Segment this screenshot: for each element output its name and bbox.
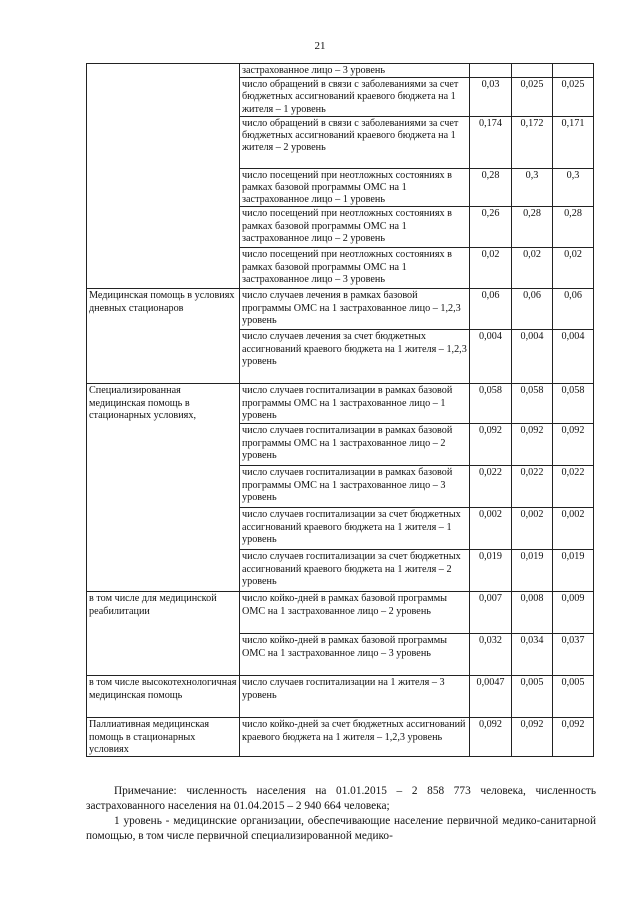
indicator-cell: число случаев госпитализации за счет бюджетных ассигнований краевого бюджета на 1 жителя – 2 уровень — [240, 550, 470, 592]
value-cell-3: 0,009 — [553, 592, 594, 634]
value-cell-3: 0,025 — [553, 78, 594, 117]
value-cell-2: 0,004 — [512, 330, 553, 384]
indicator-cell: число посещений при неотложных состояниях в рамках базовой программы ОМС на 1 застрахованное лицо – 3 уровень — [240, 248, 470, 289]
indicator-cell: число посещений при неотложных состояниях в рамках базовой программы ОМС на 1 застрахованное лицо – 2 уровень — [240, 207, 470, 248]
value-cell-3: 0,004 — [553, 330, 594, 384]
indicator-cell: число случаев лечения за счет бюджетных ассигнований краевого бюджета на 1 жителя – 1,2,3 уровень — [240, 330, 470, 384]
value-cell-2: 0,28 — [512, 207, 553, 248]
value-cell-1: 0,002 — [470, 508, 512, 550]
category-cell — [87, 64, 240, 289]
value-cell-2: 0,3 — [512, 168, 553, 207]
value-cell-2: 0,005 — [512, 676, 553, 718]
indicator-cell: число посещений при неотложных состояниях в рамках базовой программы ОМС на 1 застрахованное лицо – 1 уровень — [240, 168, 470, 207]
value-cell-1: 0,019 — [470, 550, 512, 592]
value-cell-3: 0,005 — [553, 676, 594, 718]
table-row — [87, 718, 594, 757]
value-cell-2: 0,092 — [512, 424, 553, 466]
table-row — [87, 384, 594, 424]
value-cell-1: 0,03 — [470, 78, 512, 117]
indicator-cell: число койко-дней в рамках базовой программы ОМС на 1 застрахованное лицо – 2 уровень — [240, 592, 470, 634]
value-cell-1: 0,0047 — [470, 676, 512, 718]
indicator-cell: число случаев госпитализации в рамках базовой программы ОМС на 1 застрахованное лицо – 2 уровень — [240, 424, 470, 466]
table-row — [87, 64, 594, 78]
indicator-cell: число случаев госпитализации в рамках базовой программы ОМС на 1 застрахованное лицо – 1 уровень — [240, 384, 470, 424]
value-cell-2: 0,022 — [512, 466, 553, 508]
value-cell-2: 0,019 — [512, 550, 553, 592]
footnote — [86, 784, 596, 844]
category-cell: Специализированная медицинская помощь в стационарных условиях, — [87, 384, 240, 592]
value-cell-3: 0,28 — [553, 207, 594, 248]
value-cell-2: 0,002 — [512, 508, 553, 550]
indicator-cell: число случаев госпитализации на 1 жителя – 3 уровень — [240, 676, 470, 718]
value-cell-3: 0,092 — [553, 424, 594, 466]
value-cell-3 — [553, 64, 594, 78]
category-cell: в том числе для медицинской реабилитации — [87, 592, 240, 676]
value-cell-1: 0,26 — [470, 207, 512, 248]
value-cell-1: 0,02 — [470, 248, 512, 289]
value-cell-3: 0,3 — [553, 168, 594, 207]
value-cell-1: 0,058 — [470, 384, 512, 424]
indicator-cell: число случаев лечения в рамках базовой программы ОМС на 1 застрахованное лицо – 1,2,3 уровень — [240, 289, 470, 330]
value-cell-1 — [470, 64, 512, 78]
value-cell-1: 0,004 — [470, 330, 512, 384]
value-cell-3: 0,058 — [553, 384, 594, 424]
value-cell-2: 0,02 — [512, 248, 553, 289]
value-cell-1: 0,28 — [470, 168, 512, 207]
table-row — [87, 592, 594, 634]
value-cell-1: 0,174 — [470, 116, 512, 168]
indicators-table — [86, 63, 594, 757]
category-cell: Паллиативная медицинская помощь в стационарных условиях — [87, 718, 240, 757]
footnote-level-1: 1 уровень - медицинские организации, обеспечивающие население первичной медико-санитарной помощью, в том числе первичной специализированной медико- — [86, 815, 596, 842]
page-number: 21 — [314, 40, 326, 52]
indicator-cell: число койко-дней за счет бюджетных ассигнований краевого бюджета на 1 жителя – 1,2,3 уровень — [240, 718, 470, 757]
category-cell: Медицинская помощь в условиях дневных стационаров — [87, 289, 240, 384]
footnote-population: Примечание: численность населения на 01.01.2015 – 2 858 773 человека, численность застрахованного населения на 01.04.2015 – 2 940 664 человека; — [86, 785, 596, 812]
value-cell-3: 0,037 — [553, 634, 594, 676]
indicator-cell: число койко-дней в рамках базовой программы ОМС на 1 застрахованное лицо – 3 уровень — [240, 634, 470, 676]
value-cell-3: 0,022 — [553, 466, 594, 508]
value-cell-2: 0,008 — [512, 592, 553, 634]
value-cell-1: 0,022 — [470, 466, 512, 508]
value-cell-2: 0,058 — [512, 384, 553, 424]
value-cell-3: 0,06 — [553, 289, 594, 330]
value-cell-2 — [512, 64, 553, 78]
value-cell-2: 0,172 — [512, 116, 553, 168]
value-cell-3: 0,171 — [553, 116, 594, 168]
value-cell-1: 0,092 — [470, 424, 512, 466]
value-cell-1: 0,032 — [470, 634, 512, 676]
indicator-cell: застрахованное лицо – 3 уровень — [240, 64, 470, 78]
value-cell-1: 0,092 — [470, 718, 512, 757]
category-cell: в том числе высокотехнологичная медицинская помощь — [87, 676, 240, 718]
indicator-cell: число обращений в связи с заболеваниями за счет бюджетных ассигнований краевого бюджета на 1 жителя – 2 уровень — [240, 116, 470, 168]
table-row — [87, 289, 594, 330]
value-cell-3: 0,019 — [553, 550, 594, 592]
value-cell-3: 0,002 — [553, 508, 594, 550]
value-cell-3: 0,092 — [553, 718, 594, 757]
indicator-cell: число случаев госпитализации за счет бюджетных ассигнований краевого бюджета на 1 жителя – 1 уровень — [240, 508, 470, 550]
value-cell-2: 0,092 — [512, 718, 553, 757]
value-cell-2: 0,034 — [512, 634, 553, 676]
indicator-cell: число случаев госпитализации в рамках базовой программы ОМС на 1 застрахованное лицо – 3 уровень — [240, 466, 470, 508]
value-cell-2: 0,025 — [512, 78, 553, 117]
value-cell-2: 0,06 — [512, 289, 553, 330]
indicator-cell: число обращений в связи с заболеваниями за счет бюджетных ассигнований краевого бюджета на 1 жителя – 1 уровень — [240, 78, 470, 117]
table-row — [87, 676, 594, 718]
value-cell-3: 0,02 — [553, 248, 594, 289]
value-cell-1: 0,007 — [470, 592, 512, 634]
value-cell-1: 0,06 — [470, 289, 512, 330]
